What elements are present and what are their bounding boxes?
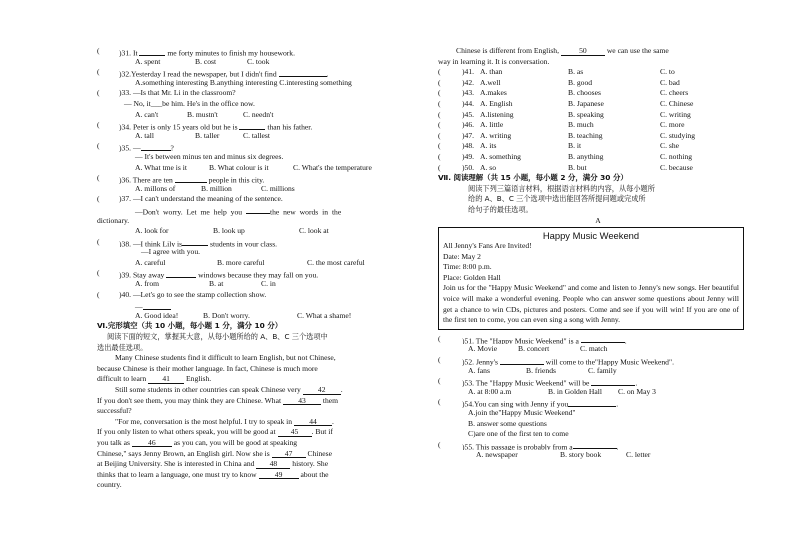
passage-line: "For me, conversation is the most helpful. I try to speak in 44 .: [115, 416, 334, 426]
section-7-instruction: 阅读下列三篇语言材料，根据语言材料的内容，从每小题所: [468, 183, 655, 193]
ad-body: Join us for the "Happy Music Weekend" and come and listen to Jenny's new songs. Her beautiful voice will make a wonderful evening. People who can answer some questions about Jenny will get a chance to win CDs, pictures and posters. Come and see if you will win! If you are one of the first ten to come, you can even sing a song with Jenny.: [443, 283, 739, 325]
reply-37-cont: dictionary.: [97, 215, 130, 225]
option-c: C. writing: [660, 109, 691, 119]
blank-47[interactable]: 47: [272, 449, 306, 459]
answer-blank[interactable]: [568, 397, 616, 407]
option-b: B. teaching: [568, 130, 603, 140]
blank-46[interactable]: 46: [132, 438, 172, 448]
option-a: A. little: [480, 120, 504, 130]
cloze-option-row: [438, 110, 744, 121]
answer-blank[interactable]: [139, 46, 165, 56]
option-b: B. anything: [568, 151, 604, 161]
options-37: A. look for B. look up C. look at: [135, 226, 329, 236]
options-31: A. spent B. cost C. took: [135, 56, 270, 66]
options-33: A. can't B. mustn't C. needn't: [135, 109, 274, 119]
answer-paren: (: [438, 77, 441, 87]
option-a: A. writing: [480, 130, 512, 140]
option-b: B. as: [568, 67, 584, 77]
option-a: A.listening: [480, 109, 514, 119]
option-a: A. its: [480, 141, 497, 151]
answer-paren: (: [438, 162, 441, 172]
answer-blank[interactable]: [581, 334, 625, 344]
options-34: A. tall B. taller C. tallest: [135, 130, 270, 140]
passage-line: Chinese," says Jenny Brown, an English girl. Now she is 47 Chinese: [97, 448, 332, 458]
advertisement-box: [438, 227, 744, 330]
reply-33: — No, it___be him. He's in the office now.: [124, 98, 255, 108]
answer-blank[interactable]: [573, 440, 617, 450]
left-column: [97, 46, 402, 491]
answer-blank[interactable]: [175, 173, 207, 183]
blank-42[interactable]: 42: [303, 385, 341, 395]
blank-49[interactable]: 49: [259, 470, 299, 480]
question-number: )50.: [462, 162, 475, 172]
cloze-option-row: [438, 78, 744, 89]
answer-paren: (: [438, 109, 441, 119]
options-32: A.something interesting B.anything interesting C.interesting something: [135, 77, 352, 87]
question-52: ( )52. Jenny's will come to the"Happy Music Weekend".: [438, 355, 674, 366]
option-c: C. more: [660, 120, 685, 130]
cloze-option-row: [438, 141, 744, 152]
option-c: C. because: [660, 162, 693, 172]
passage-line: Many Chinese students find it difficult to learn English, but not Chinese,: [115, 353, 336, 363]
option-c: C. she: [660, 141, 679, 151]
question-53: ( )53. The "Happy Music Weekend" will be .: [438, 376, 638, 387]
answer-blank[interactable]: [182, 237, 208, 247]
question-number: )43.: [462, 88, 475, 98]
cloze-option-row: [438, 88, 744, 99]
option-a: A. English: [480, 98, 513, 108]
option-c: C. Chinese: [660, 98, 694, 108]
ad-line: All Jenny's Fans Are Invited!: [443, 241, 532, 251]
option-b: B. speaking: [568, 109, 604, 119]
passage-line: because Chinese is their mother language. In fact, Chinese is much more: [97, 363, 318, 373]
question-51: ( )51. The "Happy Music Weekend" is a .: [438, 333, 627, 345]
question-33: ( )33. —Is that Mr. Li in the classroom?: [97, 88, 236, 98]
passage-line: Still some students in other countries can speak Chinese very 42 .: [115, 385, 343, 394]
passage-line: at Beijing University. She is interested in China and 48 history. She: [97, 459, 329, 469]
cloze-options-list: [438, 67, 744, 173]
answer-paren: (: [438, 67, 441, 77]
question-55: ( )55. This passage is probably from a .: [438, 439, 619, 451]
question-number: )42.: [462, 77, 475, 87]
answer-paren: (: [438, 151, 441, 161]
passage-line: Chinese is different from English, 50 we can use the same: [456, 46, 669, 55]
answer-paren: (: [438, 130, 441, 140]
option-b: B. but: [568, 162, 587, 172]
answer-paren: (: [438, 120, 441, 130]
option-a: A.well: [480, 77, 501, 87]
question-40: ( )40. —Let's go to see the stamp collection show.: [97, 289, 267, 299]
ad-title: Happy Music Weekend: [542, 230, 640, 242]
ad-date: Date: May 2: [443, 251, 481, 261]
cloze-option-row: [438, 163, 744, 174]
option-c: C. cheers: [660, 88, 689, 98]
answer-blank[interactable]: [279, 67, 327, 77]
section-7-instruction-cont: 给的 A、B、C 三个选项中选出能回答所提问题或完成所: [468, 194, 646, 204]
blank-44[interactable]: 44: [294, 417, 332, 427]
options-55: A. newspaper B. story book C. letter: [476, 450, 651, 460]
option-c: C. bad: [660, 77, 680, 87]
options-35: A. What tme is it B. What colour is it C. What's the temperature: [135, 162, 372, 172]
reply-35: — It's between minus ten and minus six degrees.: [135, 151, 284, 161]
answer-blank[interactable]: [141, 141, 171, 151]
answer-paren: (: [438, 98, 441, 108]
options-53: A. at 8:00 a.m B. in Golden Hall C. on May 3: [468, 386, 656, 396]
answer-paren: (: [438, 141, 441, 151]
passage-line: way in learning it. It is conversation.: [438, 56, 550, 66]
reply-37: —Don't worry. Let me help you the new words in the: [97, 205, 402, 216]
cloze-option-row: [438, 99, 744, 110]
options-39: A. from B. at C. in: [135, 279, 276, 289]
option-a: A. something: [480, 151, 521, 161]
options-36: A. millons of B. million C. millions: [135, 183, 295, 193]
option-54a: A.join the"Happy Music Weekend": [468, 408, 576, 417]
option-c: C. to: [660, 67, 675, 77]
option-c: C. studying: [660, 130, 696, 140]
ad-time: Time: 8:00 p.m.: [443, 262, 492, 272]
passage-line: you talk as 46 as you can, you will be good at speaking: [97, 437, 298, 447]
right-column: [438, 46, 744, 461]
answer-blank[interactable]: [246, 205, 270, 215]
question-31: ( )31. It me forty minutes to finish my housework.: [97, 46, 295, 57]
question-39: ( )39. Stay away windows because they may fall on you.: [97, 268, 319, 280]
question-35: ( )35. — ?: [97, 141, 174, 152]
question-number: )44.: [462, 98, 475, 108]
question-number: )41.: [462, 67, 475, 77]
answer-blank[interactable]: [166, 268, 196, 278]
reply-38: —I agree with you.: [141, 247, 201, 257]
blank-50[interactable]: 50: [561, 46, 605, 56]
blank-43[interactable]: 43: [283, 396, 321, 406]
options-40: A. Good idea! B. Don't worry. C. What a shame!: [135, 310, 352, 320]
blank-48[interactable]: 48: [256, 459, 290, 469]
question-number: )49.: [462, 151, 475, 161]
option-b: B. chooses: [568, 88, 601, 98]
passage-line: difficult to learn 41 English.: [97, 374, 212, 384]
section-6-title: Ⅵ.完形填空（共 10 小题，每小题 1 分，满分 10 分）: [97, 321, 283, 331]
question-36: ( )36. There are ten people in this city.: [97, 173, 265, 184]
ad-place: Place: Golden Hall: [443, 272, 501, 282]
options-52: A. fans B. friends C. family: [468, 365, 617, 375]
section-6-instruction-cont: 选出最佳选项。: [97, 342, 148, 352]
option-b: B. Japanese: [568, 98, 604, 108]
cloze-option-row: [438, 120, 744, 131]
blank-41[interactable]: 41: [148, 374, 184, 384]
cloze-option-row: [438, 152, 744, 163]
question-number: )48.: [462, 141, 475, 151]
option-c: C. nothing: [660, 151, 693, 161]
question-number: )46.: [462, 120, 475, 130]
option-54c: C)are one of the first ten to come: [468, 429, 569, 439]
option-b: B. much: [568, 120, 594, 130]
passage-line: successful?: [97, 406, 132, 416]
option-a: A. than: [480, 67, 503, 77]
passage-line: If you only listen to what others speak, you will be good at 45 . But if: [97, 427, 333, 437]
question-37: ( )37. —I can't understand the meaning of the sentence.: [97, 194, 283, 204]
cloze-option-row: [438, 131, 744, 142]
question-54: ( )54.You can sing with Jenny if you .: [438, 397, 619, 408]
answer-paren: (: [438, 88, 441, 98]
answer-blank[interactable]: [591, 376, 635, 386]
section-a-label: A: [595, 215, 601, 225]
cloze-option-row: [438, 67, 744, 78]
passage-line: If you don't see them, you may think they are Chinese. What 43 them: [97, 395, 339, 405]
section-7-title: Ⅶ. 阅读理解（共 15 小题，每小题 2 分，满分 30 分）: [438, 173, 628, 183]
answer-blank[interactable]: [143, 300, 171, 310]
question-32: ( )32.Yesterday I read the newspaper, but I didn't find .: [97, 67, 329, 78]
passage-line: country.: [97, 480, 122, 490]
option-a: A. so: [480, 162, 497, 172]
option-a: A.makes: [480, 88, 507, 98]
option-b: B. it: [568, 141, 582, 151]
question-34: ( )34. Peter is only 15 years old but he is than his father.: [97, 120, 313, 131]
passage-line: thinks that to learn a language, one must try to know 49 about the: [97, 469, 329, 479]
answer-blank[interactable]: [239, 120, 265, 130]
answer-blank[interactable]: [500, 355, 544, 365]
question-number: )47.: [462, 130, 475, 140]
section-7-instruction-cont: 给句子的最佳选项。: [468, 204, 533, 214]
question-38: ( )38. —I think Lily is students in your class.: [97, 236, 278, 248]
options-51: A. Movie B. concert C. match: [468, 344, 608, 354]
options-38: A. careful B. more careful C. the most careful: [135, 257, 365, 267]
option-54b: B. answer some questions: [468, 418, 547, 428]
blank-45[interactable]: 45: [278, 427, 312, 437]
question-number: )45.: [462, 109, 475, 119]
section-6-instruction: 阅读下面的短文，掌握其大意，从每小题所给的 A、B、C 三个选项中: [107, 332, 328, 342]
reply-40: —: [97, 300, 402, 311]
option-b: B. good: [568, 77, 593, 87]
